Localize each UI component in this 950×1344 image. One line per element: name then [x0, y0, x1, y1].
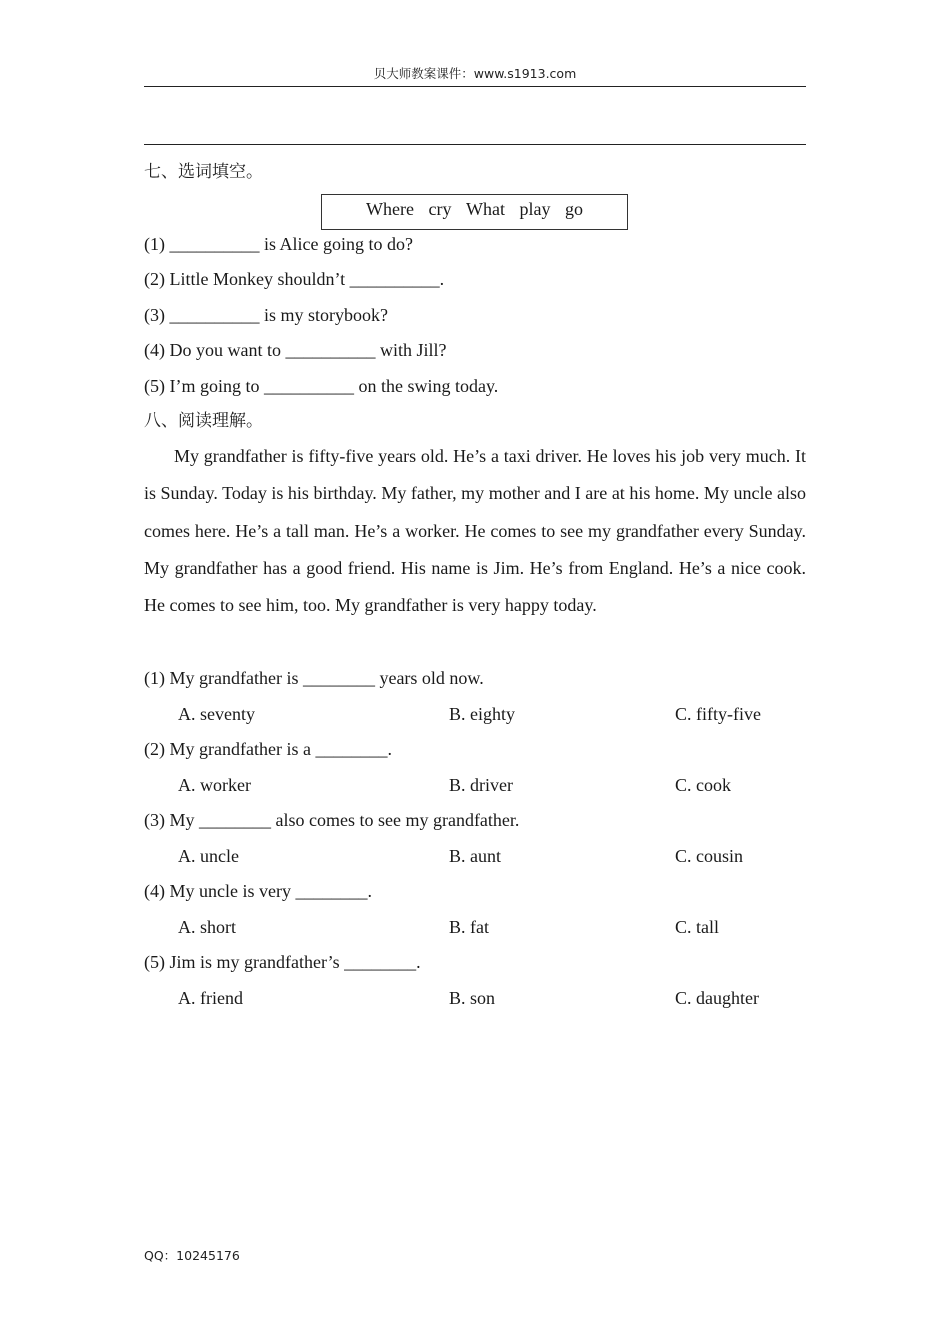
page-footer: QQ：10245176 — [144, 1248, 240, 1263]
word-bank-word: Where — [366, 199, 414, 219]
option-c: C. tall — [675, 917, 719, 937]
option-b: B. aunt — [449, 846, 501, 866]
word-bank-word: What — [465, 199, 505, 219]
section-8-title: 八、阅读理解。 — [144, 411, 263, 431]
word-bank-word: go — [564, 199, 583, 219]
question-stem: (4) My uncle is very ________. — [144, 881, 372, 901]
word-bank-word: play — [519, 199, 551, 219]
question-stem: (3) My ________ also comes to see my grandfather. — [144, 810, 520, 830]
option-a: A. friend — [178, 988, 243, 1008]
fill-blank-item: (1) __________ is Alice going to do? — [144, 234, 413, 254]
option-b: B. son — [449, 988, 496, 1008]
option-a: A. seventy — [178, 704, 255, 724]
reading-passage: My grandfather is fifty-five years old. He’s a taxi driver. He loves his job very much. It is Sunday. Today is his birthday. My father, my mother and I are at his home. My uncle also comes here. He’s a tall man. He’s a worker. He comes to see my grandfather every Sunday. My grandfather has a good friend. His name is Jim. He’s from England. He’s a nice cook. He comes to see him, too. My grandfather is very happy today. — [144, 446, 806, 616]
page-header — [144, 62, 806, 87]
option-a: A. worker — [178, 775, 251, 795]
option-c: C. fifty-five — [675, 704, 761, 724]
option-b: B. driver — [449, 775, 513, 795]
section-7-title: 七、选词填空。 — [144, 162, 263, 182]
fill-blank-item: (3) __________ is my storybook? — [144, 305, 388, 325]
question-stem: (1) My grandfather is ________ years old now. — [144, 668, 484, 688]
word-bank-box — [321, 194, 628, 230]
header-text: 贝大师教案课件：www.s1913.com — [373, 66, 577, 81]
separator-line — [144, 144, 806, 145]
fill-blank-item: (4) Do you want to __________ with Jill? — [144, 340, 447, 360]
option-c: C. cook — [675, 775, 731, 795]
question-stem: (5) Jim is my grandfather’s ________. — [144, 952, 421, 972]
option-a: A. uncle — [178, 846, 239, 866]
fill-blank-item: (5) I’m going to __________ on the swing today. — [144, 376, 499, 396]
option-a: A. short — [178, 917, 236, 937]
fill-blank-item: (2) Little Monkey shouldn’t __________. — [144, 269, 445, 289]
word-bank-word: cry — [428, 199, 452, 219]
option-b: B. fat — [449, 917, 489, 937]
question-stem: (2) My grandfather is a ________. — [144, 739, 392, 759]
option-c: C. cousin — [675, 846, 744, 866]
option-b: B. eighty — [449, 704, 515, 724]
option-c: C. daughter — [675, 988, 759, 1008]
